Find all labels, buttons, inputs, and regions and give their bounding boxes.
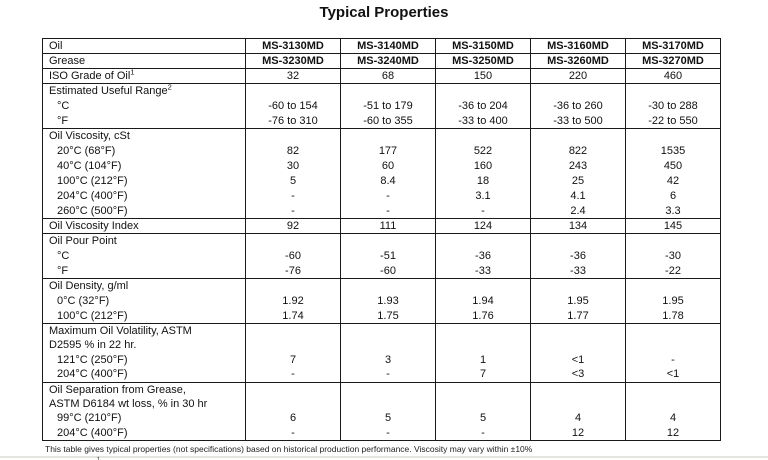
row-label: ISO Grade of Oil$^1$ <box>43 69 246 84</box>
row-label: 100°C (212°F) <box>43 309 246 324</box>
cell-value: MS-3270MD <box>626 54 721 69</box>
row-label: 204°C (400°F) <box>43 367 246 382</box>
cell-value: MS-3230MD <box>246 54 341 69</box>
table-row <box>43 234 721 249</box>
table-row <box>43 189 721 204</box>
table-row <box>43 159 721 174</box>
table-row <box>43 279 721 294</box>
cell-value: 134 <box>531 219 626 234</box>
table-footnote: This table gives typical properties (not specifications) based on historical production performance. Viscosity may vary within ±10% <box>45 444 533 454</box>
cell-value: - <box>436 426 531 441</box>
cell-value <box>246 382 341 411</box>
cell-value: -60 <box>246 249 341 264</box>
cell-value <box>626 129 721 144</box>
row-label: Oil Pour Point <box>43 234 246 249</box>
cell-value <box>246 234 341 249</box>
table-row <box>43 204 721 219</box>
row-label: 121°C (250°F) <box>43 352 246 367</box>
table-row <box>43 309 721 324</box>
row-label: 99°C (210°F) <box>43 411 246 426</box>
row-label: 40°C (104°F) <box>43 159 246 174</box>
table-row <box>43 324 721 353</box>
cell-value <box>626 84 721 99</box>
cell-value: 32 <box>246 69 341 84</box>
cell-value: -30 to 288 <box>626 99 721 114</box>
cell-value: -33 <box>436 264 531 279</box>
cell-value: 7 <box>246 352 341 367</box>
cell-value <box>436 129 531 144</box>
cell-value: 25 <box>531 174 626 189</box>
row-label: °C <box>43 249 246 264</box>
table-row <box>43 54 721 69</box>
cell-value: 5 <box>341 411 436 426</box>
row-label: Grease <box>43 54 246 69</box>
cell-value: 124 <box>436 219 531 234</box>
row-label: °C <box>43 99 246 114</box>
cell-value: 8.4 <box>341 174 436 189</box>
cell-value <box>531 234 626 249</box>
row-label: 204°C (400°F) <box>43 426 246 441</box>
cell-value: - <box>341 189 436 204</box>
cell-value: 30 <box>246 159 341 174</box>
cell-value <box>436 279 531 294</box>
row-label: °F <box>43 264 246 279</box>
cell-value: -36 <box>531 249 626 264</box>
cell-value: 92 <box>246 219 341 234</box>
cell-value: 1.94 <box>436 294 531 309</box>
cell-value: MS-3140MD <box>341 39 436 54</box>
cell-value <box>626 382 721 411</box>
cell-value: - <box>436 204 531 219</box>
cell-value <box>531 84 626 99</box>
cell-value: 220 <box>531 69 626 84</box>
cell-value <box>436 84 531 99</box>
table-row <box>43 264 721 279</box>
cell-value: MS-3160MD <box>531 39 626 54</box>
cell-value: 4 <box>531 411 626 426</box>
row-label: 20°C (68°F) <box>43 144 246 159</box>
cell-value: -22 <box>626 264 721 279</box>
typical-properties-table <box>42 38 721 441</box>
cell-value: -60 <box>341 264 436 279</box>
row-label: Oil Viscosity Index <box>43 219 246 234</box>
cell-value: 822 <box>531 144 626 159</box>
cell-value: 160 <box>436 159 531 174</box>
cell-value: - <box>246 204 341 219</box>
cell-value: -60 to 355 <box>341 114 436 129</box>
page-bottom-divider <box>0 456 768 458</box>
cell-value: 177 <box>341 144 436 159</box>
cell-value: 1.95 <box>626 294 721 309</box>
cell-value: 3.3 <box>626 204 721 219</box>
row-label: Oil Separation from Grease, ASTM D6184 wt loss, % in 30 hr <box>43 382 246 411</box>
table-row <box>43 367 721 382</box>
cell-value <box>341 84 436 99</box>
cell-value: 60 <box>341 159 436 174</box>
table-row <box>43 249 721 264</box>
cell-value <box>626 234 721 249</box>
table-row <box>43 411 721 426</box>
cell-value: 1.76 <box>436 309 531 324</box>
cell-value: 1.74 <box>246 309 341 324</box>
cell-value: -33 to 400 <box>436 114 531 129</box>
cell-value: 68 <box>341 69 436 84</box>
row-label: °F <box>43 114 246 129</box>
cell-value <box>531 324 626 353</box>
cell-value: - <box>246 189 341 204</box>
cell-value: 150 <box>436 69 531 84</box>
cell-value: - <box>341 426 436 441</box>
row-label: 0°C (32°F) <box>43 294 246 309</box>
cell-value: 1.77 <box>531 309 626 324</box>
cell-value: -36 to 204 <box>436 99 531 114</box>
cell-value: 5 <box>436 411 531 426</box>
cell-value: 1.93 <box>341 294 436 309</box>
row-label: 260°C (500°F) <box>43 204 246 219</box>
cell-value: MS-3170MD <box>626 39 721 54</box>
cell-value <box>246 279 341 294</box>
cell-value: -76 <box>246 264 341 279</box>
cell-value: 522 <box>436 144 531 159</box>
cell-value: MS-3260MD <box>531 54 626 69</box>
row-label: Oil <box>43 39 246 54</box>
cell-value: -22 to 550 <box>626 114 721 129</box>
cell-value: MS-3240MD <box>341 54 436 69</box>
cell-value: -51 <box>341 249 436 264</box>
cell-value <box>531 129 626 144</box>
cell-value <box>436 382 531 411</box>
cell-value <box>246 324 341 353</box>
cell-value: - <box>341 204 436 219</box>
cell-value <box>436 234 531 249</box>
cell-value <box>341 382 436 411</box>
cell-value: 1.92 <box>246 294 341 309</box>
cell-value: 18 <box>436 174 531 189</box>
cell-value <box>531 382 626 411</box>
cell-value <box>341 234 436 249</box>
cell-value: 42 <box>626 174 721 189</box>
clipped-footnote: ¹ <box>97 455 100 460</box>
cell-value: -33 <box>531 264 626 279</box>
table-row <box>43 69 721 84</box>
row-label: Estimated Useful Range$^2$ <box>43 84 246 99</box>
cell-value: MS-3150MD <box>436 39 531 54</box>
cell-value: 1.78 <box>626 309 721 324</box>
cell-value: -60 to 154 <box>246 99 341 114</box>
cell-value: - <box>341 367 436 382</box>
cell-value: 3.1 <box>436 189 531 204</box>
table-row <box>43 84 721 99</box>
cell-value <box>341 324 436 353</box>
table-row <box>43 294 721 309</box>
table-row <box>43 426 721 441</box>
cell-value: 6 <box>246 411 341 426</box>
table-row <box>43 114 721 129</box>
cell-value: 4.1 <box>531 189 626 204</box>
row-label: 100°C (212°F) <box>43 174 246 189</box>
cell-value: -76 to 310 <box>246 114 341 129</box>
table-row <box>43 219 721 234</box>
properties-table-body <box>43 39 721 441</box>
cell-value <box>436 324 531 353</box>
page-title: Typical Properties <box>319 4 449 21</box>
cell-value: 450 <box>626 159 721 174</box>
cell-value: 1535 <box>626 144 721 159</box>
row-label: 204°C (400°F) <box>43 189 246 204</box>
cell-value: 12 <box>626 426 721 441</box>
cell-value: 243 <box>531 159 626 174</box>
cell-value <box>626 279 721 294</box>
row-label: Maximum Oil Volatility, ASTM D2595 % in 22 hr. <box>43 324 246 353</box>
cell-value: 5 <box>246 174 341 189</box>
row-label: Oil Viscosity, cSt <box>43 129 246 144</box>
cell-value: 3 <box>341 352 436 367</box>
table-row <box>43 174 721 189</box>
cell-value <box>246 129 341 144</box>
cell-value: -36 to 260 <box>531 99 626 114</box>
cell-value: MS-3130MD <box>246 39 341 54</box>
cell-value: 6 <box>626 189 721 204</box>
cell-value: 12 <box>531 426 626 441</box>
cell-value <box>341 129 436 144</box>
cell-value: - <box>246 367 341 382</box>
table-row <box>43 382 721 411</box>
cell-value: 82 <box>246 144 341 159</box>
table-row <box>43 352 721 367</box>
cell-value: MS-3250MD <box>436 54 531 69</box>
cell-value: - <box>246 426 341 441</box>
table-row <box>43 99 721 114</box>
cell-value: 7 <box>436 367 531 382</box>
cell-value: <1 <box>531 352 626 367</box>
cell-value <box>626 324 721 353</box>
cell-value: 111 <box>341 219 436 234</box>
cell-value <box>246 84 341 99</box>
cell-value: 4 <box>626 411 721 426</box>
cell-value: - <box>626 352 721 367</box>
cell-value: -30 <box>626 249 721 264</box>
cell-value: -36 <box>436 249 531 264</box>
cell-value: -33 to 500 <box>531 114 626 129</box>
cell-value: <3 <box>531 367 626 382</box>
cell-value <box>341 279 436 294</box>
table-row <box>43 39 721 54</box>
cell-value: 460 <box>626 69 721 84</box>
cell-value: 1 <box>436 352 531 367</box>
cell-value: 1.95 <box>531 294 626 309</box>
cell-value: 145 <box>626 219 721 234</box>
table-row <box>43 144 721 159</box>
row-label: Oil Density, g/ml <box>43 279 246 294</box>
table-row <box>43 129 721 144</box>
cell-value: 1.75 <box>341 309 436 324</box>
cell-value <box>531 279 626 294</box>
cell-value: <1 <box>626 367 721 382</box>
cell-value: 2.4 <box>531 204 626 219</box>
cell-value: -51 to 179 <box>341 99 436 114</box>
